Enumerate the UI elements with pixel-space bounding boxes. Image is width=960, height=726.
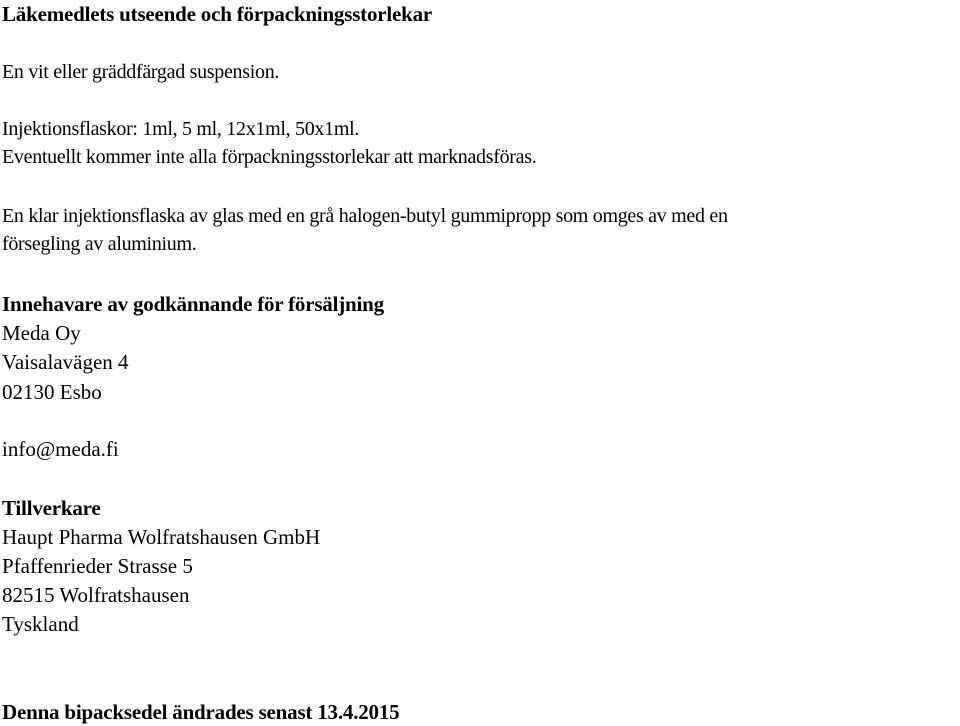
pack-sizes-line: Injektionsflaskor: 1ml, 5 ml, 12x1ml, 50x1ml. bbox=[2, 118, 360, 140]
manufacturer-city: 82515 Wolfratshausen bbox=[2, 583, 190, 607]
manufacturer-country: Tyskland bbox=[2, 612, 79, 636]
revision-date: Denna bipacksedel ändrades senast 13.4.2015 bbox=[2, 700, 400, 724]
manufacturer-street: Pfaffenrieder Strasse 5 bbox=[2, 554, 193, 578]
appearance-description: En vit eller gräddfärgad suspension. bbox=[2, 61, 280, 83]
holder-street: Vaisalavägen 4 bbox=[2, 350, 129, 374]
manufacturer-name: Haupt Pharma Wolfratshausen GmbH bbox=[2, 525, 321, 549]
holder-heading: Innehavare av godkännande för försäljning bbox=[2, 292, 384, 316]
marketing-note-line: Eventuellt kommer inte alla förpackningsstorlekar att marknadsföras. bbox=[2, 146, 537, 168]
appearance-heading: Läkemedlets utseende och förpackningsstorlekar bbox=[2, 2, 433, 26]
holder-city: 02130 Esbo bbox=[2, 380, 102, 404]
holder-name: Meda Oy bbox=[2, 321, 81, 345]
vial-description-line-2: försegling av aluminium. bbox=[2, 233, 197, 255]
manufacturer-heading: Tillverkare bbox=[2, 496, 101, 520]
holder-email: info@meda.fi bbox=[2, 437, 119, 461]
vial-description-line-1: En klar injektionsflaska av glas med en grå halogen-butyl gummipropp som omges av med en bbox=[2, 205, 728, 227]
